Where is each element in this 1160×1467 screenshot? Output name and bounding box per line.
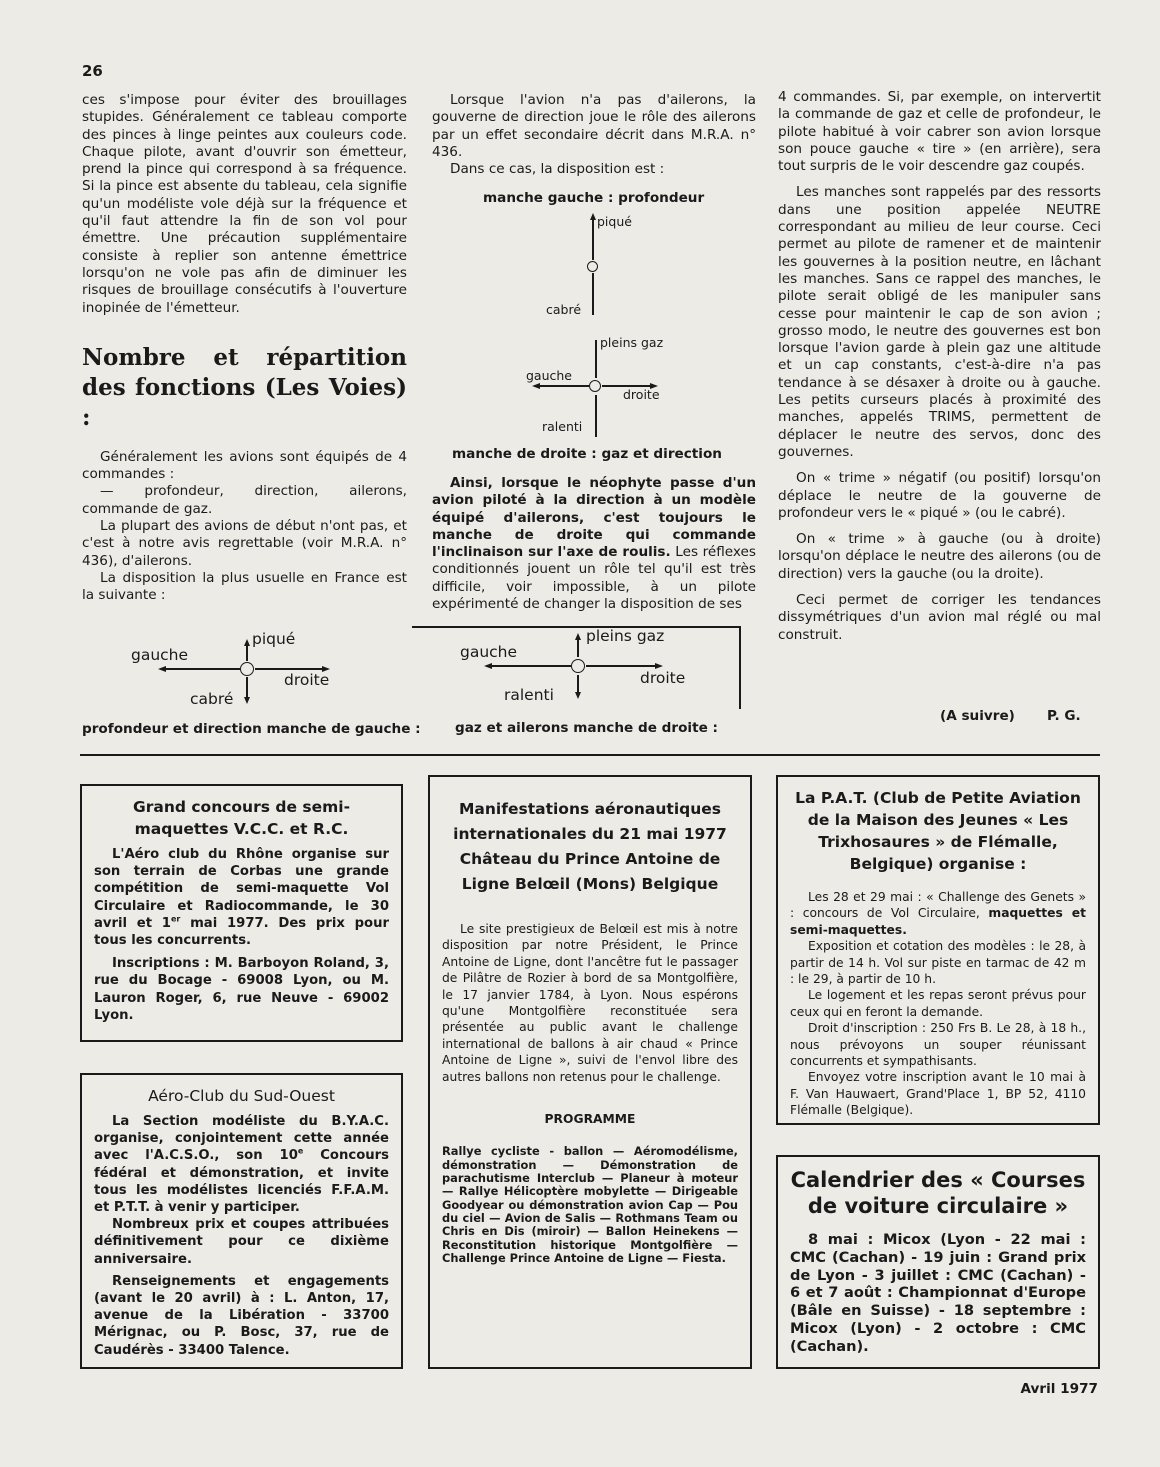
- programme-heading: PROGRAMME: [544, 1112, 636, 1127]
- announcement-box-semi-maquettes: [80, 784, 403, 1042]
- box-paragraph: Le logement et les repas seront prévus pour ceux qui en feront la demande.: [790, 988, 1086, 1019]
- col1-paragraph: La disposition la plus usuelle en France est la suivante :: [82, 569, 407, 604]
- programme-list: Rallye cycliste - ballon — Aéromodélisme, démonstration — Démonstration de parachutisme Interclub — Planeur à moteur — Rallye Hélicoptère mobylette — Dirigeable Goodyear ou démonstration avion Cap — Pou du ciel — Avion de Salis — Rothmans Team ou Chris en Dis (miroir) — Ballon Heinekens — Reconstitution historique Montgolfière — Challenge Prince Antoine de Ligne — Fiesta.: [442, 1144, 738, 1265]
- box-paragraph: Nombreux prix et coupes attribuées définitivement pour ce dixième anniversaire.: [94, 1217, 389, 1267]
- box-text: L'Aéro club du Rhône organise sur son terrain de Corbas une grande compétition de semi-maquette Vol Circulaire et Radiocommande, le 30 avril et 1: [94, 847, 389, 931]
- col3-paragraph: On « trime » à gauche (ou à droite) lorsqu'on déplace le neutre des ailerons (ou de direction) vers la gauche (ou la droite).: [778, 531, 1101, 582]
- diagram-1-axis: [592, 273, 594, 315]
- diagram-2-axis: [595, 395, 597, 437]
- col1-paragraph: ces s'impose pour éviter des brouillages stupides. Généralement ce tableau comporte des pinces à linge peintes aux couleurs code. Chaque pilote, avant d'ouvrir son émetteur, prend la pince qui correspond à sa fréquence. Si la pince est absente du tableau, cela signifie qu'un modéliste vole déjà sur la fréquence et qu'il faut attendre la fin de son vol pour émettre. Une précaution supplémentaire consiste à replier son antenne émettrice lorsqu'on ne vole pas afin de diminuer les risques de brouillage consécutifs à l'ouverture inopinée de l'émetteur.: [82, 92, 407, 316]
- superscript: e: [297, 1147, 304, 1157]
- col2-bold-text: Ainsi, lorsque le néophyte passe d'un avion piloté à la direction à un modèle équipé d'ailerons, c'est toujours le manche de droite qui commande l'inclinaison sur l'axe de roulis.: [432, 475, 756, 561]
- diagram-1-title: manche gauche : profondeur: [483, 190, 705, 206]
- bottom-left-diagram-axis: [162, 668, 240, 670]
- col1-paragraph: — profondeur, direction, ailerons, commande de gaz.: [82, 483, 407, 517]
- box-text: La Section modéliste du B.Y.A.C. organise, conjointement cette année avec l'A.C.S.O., son 10: [94, 1114, 389, 1164]
- bottom-right-down-label: ralenti: [504, 686, 554, 704]
- announcement-box-beloeil: [428, 775, 752, 1369]
- diagram-bracket-side: [739, 626, 741, 709]
- col2-paragraph: [432, 475, 756, 613]
- diagram-2-caption: manche de droite : gaz et direction: [452, 446, 722, 462]
- column-2: [432, 92, 756, 178]
- col1-paragraph: La plupart des avions de début n'ont pas, et c'est à notre avis regrettable (voir M.R.A. n° 436), d'ailerons.: [82, 518, 407, 569]
- box-title: Calendrier des « Courses de voiture circulaire »: [790, 1168, 1086, 1218]
- diagram-2-left-label: gauche: [526, 368, 573, 383]
- diagram-2-up-label: pleins gaz: [600, 335, 664, 350]
- author-initials: P. G.: [1047, 708, 1081, 724]
- bottom-right-diagram-axis: [488, 665, 571, 667]
- box-paragraph: [94, 846, 389, 949]
- bottom-left-caption: profondeur et direction manche de gauche :: [82, 721, 421, 737]
- col3-paragraph: 4 commandes. Si, par exemple, on intervertit la commande de gaz et celle de profondeur, le pilote habitué à voir cabrer son avion lorsque son pouce gauche « tire » (en arrière), sera tout surpris de le voir descendre gaz coupés.: [778, 89, 1101, 175]
- col3-paragraph: On « trime » négatif (ou positif) lorsqu'on déplace le neutre de la gouverne de profondeur vers le « piqué » (ou le cabré).: [778, 470, 1101, 521]
- box-title: Grand concours de semi-maquettes V.C.C. et R.C.: [133, 798, 350, 838]
- bottom-left-up-label: piqué: [252, 630, 296, 648]
- arrow-left-icon: [484, 663, 492, 669]
- diagram-1-up-label: piqué: [597, 214, 632, 229]
- bottom-right-left-label: gauche: [460, 643, 518, 661]
- col1-paragraph: Généralement les avions sont équipés de 4 commandes :: [82, 448, 407, 483]
- bottom-right-diagram-axis: [577, 675, 579, 692]
- calendar-list: 8 mai : Micox (Lyon - 22 mai : CMC (Cachan) - 19 juin : Grand prix de Lyon - 3 juillet : CMC (Cachan) - 6 et 7 août : Championnat d'Europe (Bâle en Suisse) - 18 septembre : Micox (Lyon) - 2 octobre : CMC (Cachan).: [790, 1231, 1086, 1355]
- diagram-1-down-label: cabré: [546, 302, 582, 317]
- announcement-box-sud-ouest: [80, 1073, 403, 1369]
- section-divider: [80, 754, 1100, 756]
- bottom-left-diagram-axis: [255, 668, 323, 670]
- box-paragraph: Renseignements et engagements (avant le 20 avril) à : L. Anton, 17, avenue de la Libération - 33700 Mérignac, ou P. Bosc, 37, rue de Caudérès - 33400 Talence.: [94, 1273, 389, 1358]
- box-title: Manifestations aéronautiques internationales du 21 mai 1977 Château du Prince Antoine de Ligne Belœil (Mons) Belgique: [453, 800, 727, 893]
- bottom-left-down-label: cabré: [190, 690, 234, 708]
- superscript: er: [170, 914, 181, 924]
- box-paragraph: [790, 889, 1086, 938]
- arrow-left-icon: [532, 383, 540, 389]
- bottom-left-diagram-axis: [246, 677, 248, 697]
- box-title: Aéro-Club du Sud-Ouest: [148, 1087, 335, 1105]
- col2-paragraph: Lorsque l'avion n'a pas d'ailerons, la gouverne de direction joue le rôle des ailerons par un effet secondaire décrit dans M.R.A. n° 436.: [432, 92, 756, 160]
- box-bold-text: maquettes et semi-maquettes.: [790, 906, 1086, 937]
- box-paragraph: Exposition et cotation des modèles : le 28, à partir de 14 h. Vol sur piste en tarmac de 42 m : le 29, à partir de 10 h.: [790, 939, 1086, 987]
- bottom-right-right-label: droite: [640, 669, 686, 687]
- col3-paragraph: Les manches sont rappelés par des ressorts dans une position appelée NEUTRE correspondant au milieu de leur course. Ceci permet au pilote de ramener et de maintenir les gouvernes à la position neutre, en lâchant les manches. Sans ce rappel des manches, le pilote serait obligé de les manipuler sans cesse pour maintenir le cap de son avion ; grosso modo, le neutre des gouvernes est bon lorsque l'avion garde à plein gaz une altitude et un cap constants, c'est-à-dire n'a pas tendance à se désaxer à droite ou à gauche. Les petits curseurs placés à proximité des manches, appelés TRIMS, permettent de déplacer le neutre des servos, donc des gouvernes.: [778, 184, 1101, 460]
- box-text: Concours fédéral et démonstration, et invite tous les modélistes licenciés F.F.A.M. et P.T.T. à venir y participer.: [94, 1148, 389, 1216]
- box-text: mai 1977. Des prix pour tous les concurrents.: [94, 915, 389, 949]
- arrow-up-icon: [590, 213, 596, 220]
- issue-date: Avril 1977: [1020, 1381, 1098, 1397]
- box-title: La P.A.T. (Club de Petite Aviation de la Maison des Jeunes « Les Trixhosaures » de Flémalle, Belgique) organise :: [795, 789, 1081, 873]
- section-heading: Nombre et répartition des fonctions (Les Voies) :: [82, 343, 407, 431]
- column-1: [82, 92, 407, 605]
- to-be-continued: (A suivre): [940, 708, 1015, 724]
- box-paragraph: Inscriptions : M. Barboyon Roland, 3, rue du Bocage - 69008 Lyon, ou M. Lauron Roger, 6, rue Neuve - 69002 Lyon.: [94, 956, 389, 1023]
- bottom-left-diagram-axis: [246, 645, 248, 661]
- page-number: 26: [82, 62, 103, 80]
- stick-circle: [240, 662, 254, 676]
- arrow-down-icon: [575, 692, 581, 699]
- col3-paragraph: Ceci permet de corriger les tendances dissymétriques d'un avion mal réglé ou mal construit.: [778, 592, 1101, 643]
- diagram-2-down-label: ralenti: [542, 419, 583, 434]
- announcement-box-calendrier: [776, 1155, 1100, 1369]
- box-text: Les 28 et 29 mai : « Challenge des Genets » : concours de Vol Circulaire,: [790, 890, 1086, 921]
- bottom-left-right-label: droite: [284, 671, 330, 689]
- bottom-right-diagram-axis: [577, 639, 579, 657]
- diagram-bracket-top: [412, 626, 741, 628]
- bottom-right-diagram-axis: [586, 665, 656, 667]
- arrow-up-icon: [575, 633, 581, 640]
- diagram-2-axis: [535, 385, 589, 387]
- bottom-right-caption: gaz et ailerons manche de droite :: [455, 720, 718, 736]
- column-2-lower: [432, 475, 756, 613]
- col2-paragraph: Dans ce cas, la disposition est :: [450, 161, 665, 178]
- bottom-right-up-label: pleins gaz: [586, 627, 665, 645]
- arrow-left-icon: [158, 666, 166, 672]
- stick-circle: [589, 380, 601, 392]
- diagram-2-right-label: droite: [623, 387, 660, 402]
- box-paragraph: Droit d'inscription : 250 Frs B. Le 28, à 18 h., nous prévoyons un souper réunissant concurrents et sympathisants.: [790, 1021, 1086, 1069]
- arrow-down-icon: [244, 697, 250, 704]
- column-3: [778, 89, 1101, 644]
- stick-circle: [587, 261, 598, 272]
- col2-text: Les réflexes conditionnés jouent un rôle tel qu'il est très difficile, voir impossible, à un pilote expérimenté de changer la disposition de ses: [432, 544, 756, 613]
- arrow-up-icon: [244, 639, 250, 646]
- box-paragraph: [94, 1113, 389, 1216]
- announcement-box-pat-flemalle: [776, 775, 1100, 1125]
- diagram-2-axis: [595, 340, 597, 378]
- box-paragraph: Envoyez votre inscription avant le 10 mai à F. Van Hauwaert, Grand'Place 1, BP 52, 4110 Flémalle (Belgique).: [790, 1070, 1086, 1118]
- stick-circle: [571, 659, 585, 673]
- box-paragraph: Le site prestigieux de Belœil est mis à notre disposition par notre Président, le Prince Antoine de Ligne, dont l'ancêtre fut le passager de Pilâtre de Rozier à bord de sa Montgolfière, le 17 janvier 1784, à Lyon. Nous espérons qu'une Montgolfière reconstituée sera présentée au public avant le challenge international de ballons à air chaud « Prince Antoine de Ligne », suivi de l'envol libre des autres ballons non retenus pour le challenge.: [442, 922, 738, 1084]
- bottom-left-left-label: gauche: [131, 646, 189, 664]
- diagram-1-axis: [592, 218, 594, 260]
